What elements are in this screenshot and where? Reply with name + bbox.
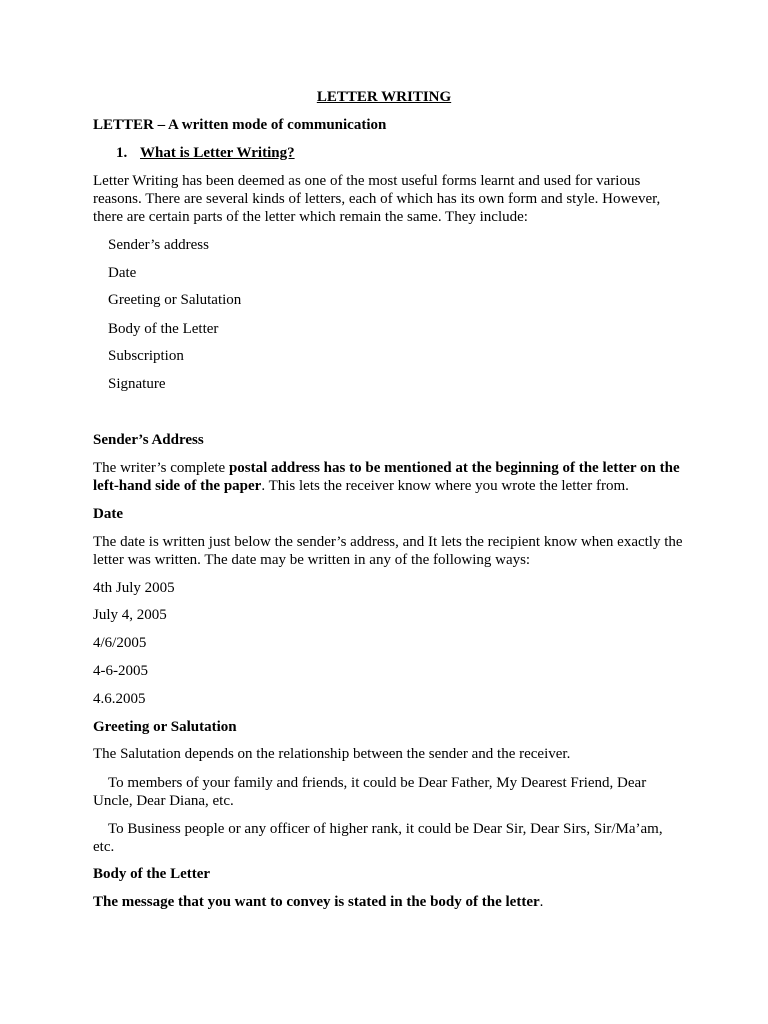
date-example: 4-6-2005 — [93, 663, 148, 679]
date-example: July 4, 2005 — [93, 607, 167, 623]
part-item: Body of the Letter — [108, 321, 219, 337]
greeting-item: To Business people or any officer of higher rank, it could be Dear Sir, Dear Sirs, Sir/Ma’am, etc. — [93, 821, 663, 855]
section-heading-date: Date — [93, 506, 123, 522]
part-item: Signature — [108, 376, 166, 392]
question-text: What is Letter Writing? — [140, 145, 295, 161]
body-text-bold: The message that you want to convey is stated in the body of the letter — [93, 894, 540, 910]
body-text-end: . — [539, 894, 544, 910]
body-paragraph — [93, 893, 683, 911]
part-item: Subscription — [108, 348, 184, 364]
sender-paragraph — [93, 459, 683, 495]
date-example: 4.6.2005 — [93, 691, 146, 707]
numbered-question — [0, 144, 768, 162]
part-item: Date — [108, 265, 137, 281]
date-paragraph: The date is written just below the sender’s address, and It lets the recipient know when exactly the letter was written. The date may be written in any of the following ways: — [93, 534, 683, 568]
greeting-item: To members of your family and friends, it could be Dear Father, My Dearest Friend, Dear Uncle, Dear Diana, etc. — [93, 775, 647, 809]
section-heading-greeting: Greeting or Salutation — [93, 719, 237, 735]
section-heading-sender: Sender’s Address — [93, 432, 204, 448]
date-example: 4th July 2005 — [93, 580, 175, 596]
date-example: 4/6/2005 — [93, 635, 147, 651]
section-heading-body: Body of the Letter — [93, 866, 211, 882]
part-item: Sender’s address — [108, 237, 209, 253]
part-item: Greeting or Salutation — [108, 292, 242, 308]
sender-text-1: The writer’s complete — [93, 460, 229, 476]
intro-paragraph: Letter Writing has been deemed as one of the most useful forms learnt and used for various reasons. There are several kinds of letters, each of which has its own form and style. However, there are certain parts of the letter which remain the same. They include: — [93, 173, 661, 225]
sender-text-bold: postal address has to be mentioned at the beginning of the letter on the left-hand side of the paper — [93, 460, 680, 494]
greeting-paragraph: The Salutation depends on the relationship between the sender and the receiver. — [93, 746, 571, 762]
question-number: 1. — [116, 145, 128, 161]
sender-text-2: . This lets the receiver know where you wrote the letter from. — [261, 478, 629, 494]
document-subtitle: LETTER – A written mode of communication — [93, 117, 387, 133]
document-title: LETTER WRITING — [316, 89, 452, 105]
